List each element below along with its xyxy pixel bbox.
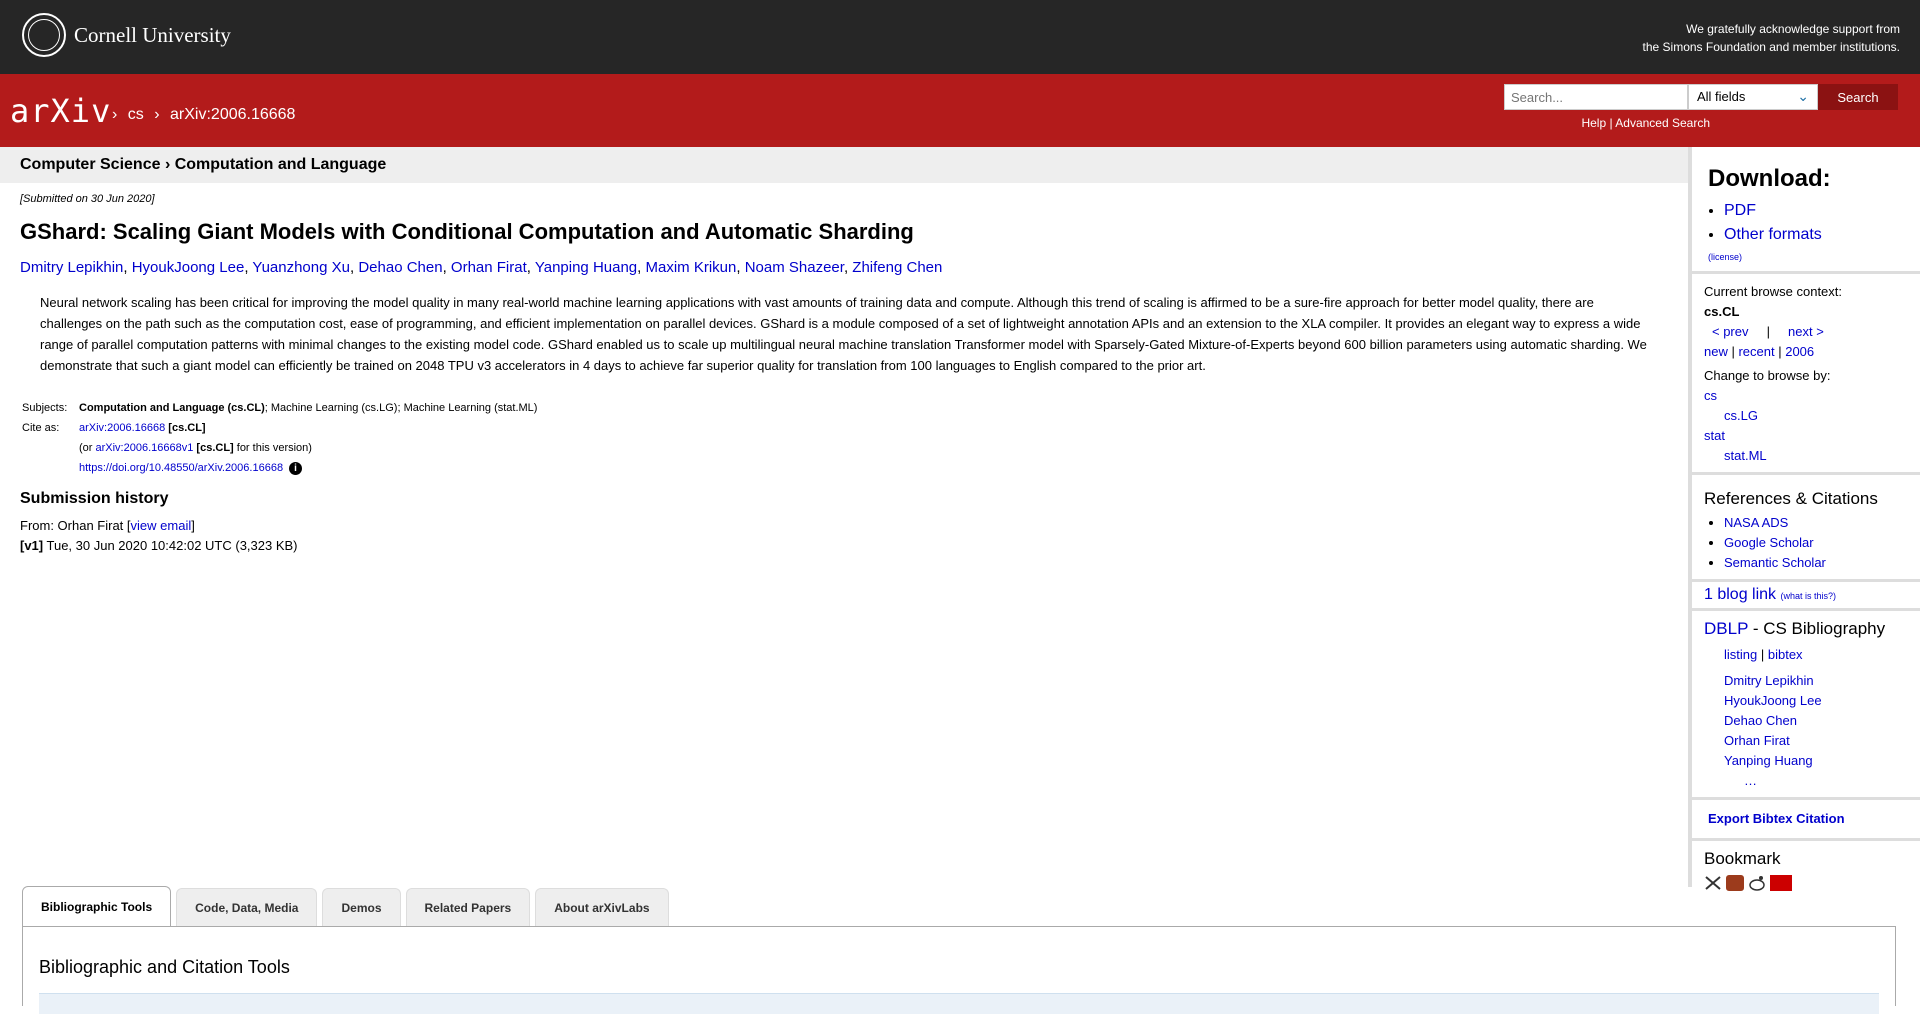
export-section [1692, 800, 1920, 841]
reddit-icon[interactable] [1748, 875, 1766, 891]
prev-link[interactable]: < prev [1712, 324, 1749, 339]
category-bar [0, 147, 1688, 183]
version-line: [v1] Tue, 30 Jun 2020 10:42:02 UTC (3,323 KB) [20, 538, 298, 553]
search-field-value: All fields [1697, 89, 1746, 104]
tab-code-data-media[interactable]: Code, Data, Media [176, 888, 317, 926]
cite-row [20, 418, 1670, 438]
browse-stat-link[interactable]: stat [1704, 428, 1725, 443]
help-link[interactable]: Help [1581, 116, 1607, 130]
dblp-author-list [1704, 671, 1908, 791]
labs-tabs [22, 888, 669, 926]
subjects-value: Computation and Language (cs.CL); Machine Learning (cs.LG); Machine Learning (stat.ML) [79, 402, 538, 414]
pdf-link[interactable]: PDF [1724, 202, 1756, 219]
chevron-right-icon: › [112, 106, 118, 123]
dblp-author-link[interactable]: Orhan Firat [1724, 733, 1790, 748]
dblp-author-link[interactable]: Dmitry Lepikhin [1724, 673, 1814, 688]
export-bibtex-link[interactable]: Export Bibtex Citation [1708, 811, 1845, 826]
license-link[interactable]: (license) [1708, 252, 1743, 262]
abstract-page [20, 190, 1670, 556]
abstract-text: Neural network scaling has been critical for improving the model quality in many real-world machine learning applications with vast amounts of training data and compute. Although this trend of scaling is affirmed to be a sure-fire approach for better model quality, there are challenges on the path such as the computation cost, ease of programming, and efficient implementation on parallel devices. GShard is a module composed of a set of lightweight annotation APIs and an extension to the XLA compiler. It provides an elegant way to express a wide range of parallel computation patterns with minimal changes to the existing model code. GShard enabled us to scale up multilingual neural machine translation Transformer model with Sparsely-Gated Mixture-of-Experts beyond 600 billion parameters using automatic sharding. We demonstrate that such a giant model can efficiently be trained on 2048 TPU v3 accelerators in 4 days to achieve far superior quality for translation from 100 languages to English compared to the prior art. [40, 295, 1647, 373]
listing-link[interactable]: listing [1724, 647, 1758, 662]
author-link[interactable]: Zhifeng Chen [852, 259, 943, 276]
chevron-right-icon: › [164, 156, 175, 173]
paper-title: GShard: Scaling Giant Models with Conditional Computation and Automatic Sharding [20, 219, 914, 244]
browse-cslg-link[interactable]: cs.LG [1724, 408, 1758, 423]
dblp-author-link[interactable]: HyoukJoong Lee [1724, 693, 1822, 708]
references-heading: References & Citations [1704, 489, 1878, 508]
metadata-table [20, 398, 1670, 478]
search-field-select[interactable] [1688, 84, 1818, 110]
bookmark-icons [1704, 875, 1908, 891]
acknowledgement [1643, 20, 1900, 56]
download-section [1692, 147, 1920, 274]
tab-panel [22, 926, 1896, 1006]
info-icon[interactable]: i [289, 462, 302, 475]
sidebar [1688, 147, 1920, 887]
submission-history-heading: Submission history [20, 490, 169, 507]
dblp-author-link[interactable]: Dehao Chen [1724, 713, 1797, 728]
download-heading: Download: [1708, 165, 1831, 192]
author-link[interactable]: Yanping Huang [534, 259, 638, 276]
other-formats-link[interactable]: Other formats [1724, 226, 1822, 243]
top-bar [0, 0, 1920, 74]
advanced-search-link[interactable]: Advanced Search [1615, 116, 1710, 130]
site-header [0, 74, 1920, 147]
institution-name: Cornell University [74, 22, 231, 47]
cite-version-row: (or arXiv:2006.16668v1 [cs.CL] for this version) [79, 442, 312, 454]
arxiv-logo[interactable]: arXiv [10, 92, 112, 130]
submitted-date: [Submitted on 30 Jun 2020] [20, 193, 155, 205]
cite-v1-link[interactable]: arXiv:2006.16668v1 [95, 442, 194, 454]
nasa-ads-link[interactable]: NASA ADS [1724, 515, 1789, 530]
list-item [1724, 553, 1908, 573]
cite-label: Cite as: [22, 422, 60, 434]
browse-cs-link[interactable]: cs [1704, 388, 1717, 403]
subcategory-name: Computation and Language [174, 156, 387, 173]
more-authors-link[interactable]: … [1744, 773, 1757, 788]
references-section [1692, 475, 1920, 582]
cite-id-link[interactable]: arXiv:2006.16668 [79, 422, 166, 434]
doi-row [20, 458, 1670, 478]
help-links: Help | Advanced Search [1581, 116, 1710, 130]
author-link[interactable]: Noam Shazeer [744, 259, 844, 276]
version-label[interactable]: [v1] [20, 538, 44, 553]
list-item [1724, 513, 1908, 533]
search-button[interactable]: Search [1818, 84, 1898, 110]
submitter-line: From: Orhan Firat [view email] [20, 518, 195, 533]
bookmark-section [1692, 841, 1920, 897]
panel-toggle-strip [39, 993, 1879, 1014]
recent-link[interactable]: recent [1738, 344, 1775, 359]
breadcrumb-paper-id: arXiv:2006.16668 [170, 106, 296, 123]
author-link[interactable]: HyoukJoong Lee [131, 259, 245, 276]
category-name: Computer Science [20, 156, 161, 173]
blog-link[interactable]: 1 blog link [1704, 586, 1777, 603]
browse-context-value: cs.CL [1704, 304, 1740, 319]
list-item [1724, 199, 1908, 223]
breadcrumb [106, 106, 295, 124]
dblp-section: DBLP - CS Bibliography listing | bibtex Dmitry Lepikhin HyoukJoong Lee Dehao Chen Orhan Firat Yanping Huang … [1692, 611, 1920, 800]
bookmark-heading: Bookmark [1704, 849, 1781, 868]
subjects-row [20, 398, 1670, 418]
tab-related-papers[interactable]: Related Papers [406, 888, 531, 926]
tab-about-arxivlabs[interactable]: About arXivLabs [535, 888, 668, 926]
what-is-this-link[interactable]: (what is this?) [1780, 591, 1837, 601]
mendeley-icon[interactable] [1726, 875, 1744, 891]
category-breadcrumb [20, 156, 386, 174]
author-link[interactable]: Dehao Chen [358, 259, 443, 276]
panel-title: Bibliographic and Citation Tools [39, 957, 290, 977]
ack-line-1[interactable]: We gratefully acknowledge support from [1686, 22, 1900, 36]
cornell-logo[interactable] [22, 13, 231, 57]
new-link[interactable]: new [1704, 344, 1728, 359]
browse-context-section: Current browse context: cs.CL < prev | next > new | recent | 2006 Change to browse by: cs cs.LG stat stat.ML [1692, 274, 1920, 475]
doi-link[interactable]: https://doi.org/10.48550/arXiv.2006.16668 [79, 462, 284, 474]
browse-statml-link[interactable]: stat.ML [1724, 448, 1767, 463]
dblp-author-link[interactable]: Yanping Huang [1724, 753, 1813, 768]
author-link[interactable]: Maxim Krikun [645, 259, 737, 276]
chevron-down-icon: ⌄ [1797, 88, 1809, 104]
bibsonomy-icon[interactable] [1704, 875, 1722, 891]
author-link[interactable]: Dmitry Lepikhin [20, 259, 124, 276]
list-item [1724, 533, 1908, 553]
ack-line-2[interactable]: the Simons Foundation and member institutions. [1642, 40, 1900, 54]
semantic-scholar-link[interactable]: Semantic Scholar [1724, 555, 1826, 570]
list-item [1724, 223, 1908, 247]
blog-section [1692, 582, 1920, 611]
submission-history [20, 516, 1670, 556]
year-link[interactable]: 2006 [1785, 344, 1815, 359]
next-link[interactable]: next > [1788, 324, 1824, 339]
search-form [1504, 84, 1898, 110]
cite-value: arXiv:2006.16668 [cs.CL] [79, 422, 206, 434]
sciencewise-icon[interactable] [1770, 875, 1792, 891]
browse-context-label: Current browse context: [1704, 284, 1843, 299]
author-link[interactable]: Orhan Firat [450, 259, 527, 276]
tab-demos[interactable]: Demos [322, 888, 400, 926]
google-scholar-link[interactable]: Google Scholar [1724, 535, 1814, 550]
subjects-label: Subjects: [22, 402, 68, 414]
dblp-link[interactable]: DBLP [1704, 619, 1749, 638]
chevron-right-icon: › [154, 106, 160, 123]
tab-bibliographic-tools[interactable]: Bibliographic Tools [22, 886, 171, 926]
author-link[interactable]: Yuanzhong Xu [252, 259, 350, 276]
bibtex-link[interactable]: bibtex [1767, 647, 1803, 662]
breadcrumb-cs[interactable]: cs [127, 106, 144, 123]
change-browse-label: Change to browse by: [1704, 368, 1831, 383]
view-email-link[interactable]: view email [130, 518, 192, 533]
author-list: Dmitry Lepikhin, HyoukJoong Lee, Yuanzhong Xu, Dehao Chen, Orhan Firat, Yanping Huang, Maxim Krikun, Noam Shazeer, Zhifeng Chen [20, 259, 943, 276]
cornell-seal-icon [22, 13, 66, 57]
search-input[interactable] [1504, 84, 1688, 110]
